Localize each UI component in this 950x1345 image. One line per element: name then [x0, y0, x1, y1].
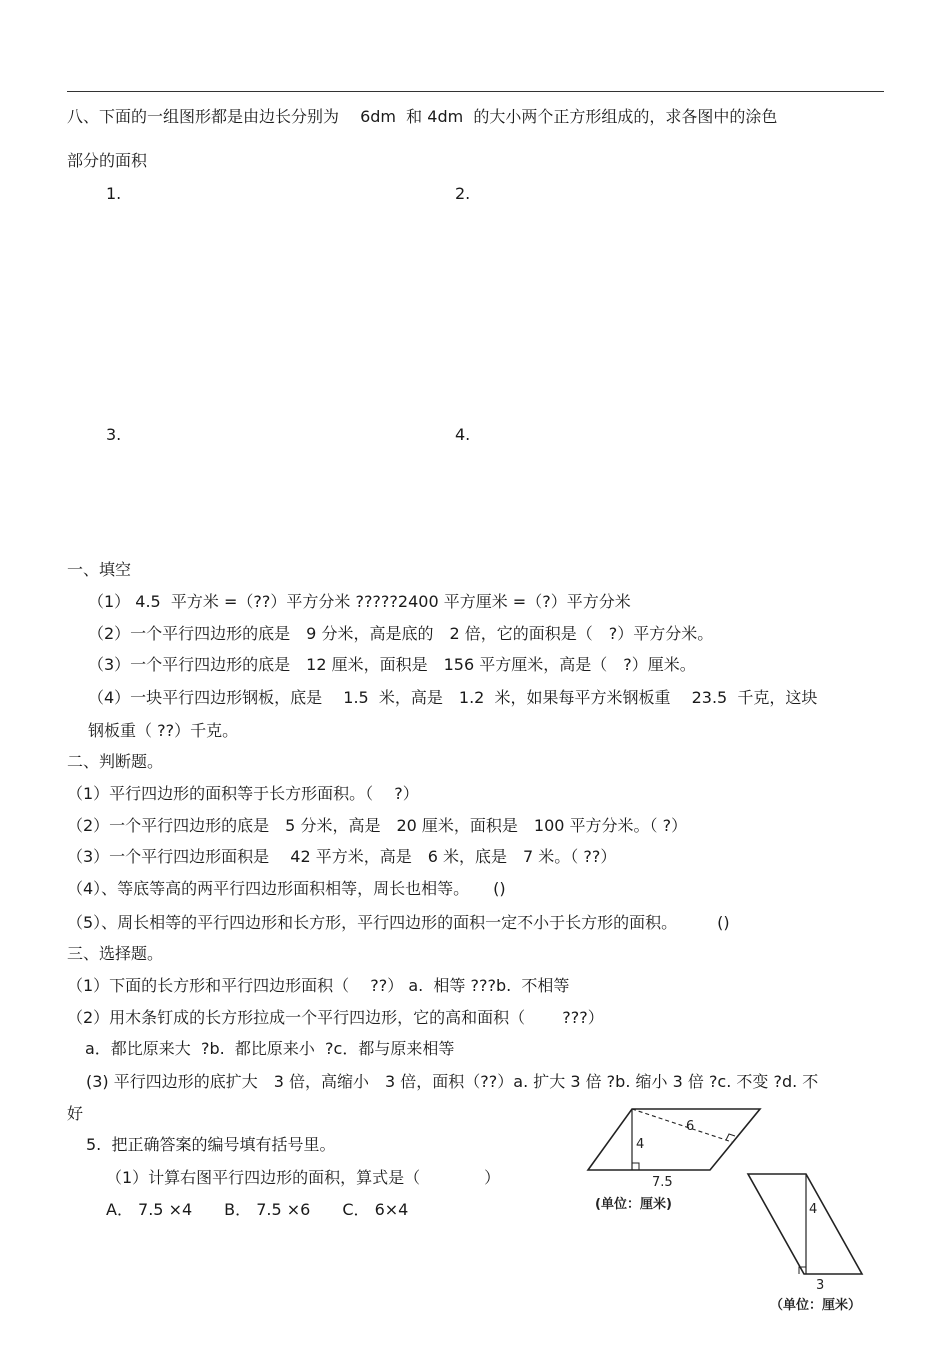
judge-heading: 二、判断题。 — [67, 752, 164, 771]
judge-q1: （1）平行四边形的面积等于长方形面积。（ ?） — [67, 784, 419, 803]
fill-blank-q4-line2: 钢板重（ ??）千克。 — [88, 721, 239, 740]
section8-title-line2: 部分的面积 — [67, 151, 148, 170]
figure-label-3: 3. — [106, 425, 122, 444]
figure1-side-label: 6 — [686, 1119, 695, 1134]
parallelogram-figure-2 — [740, 1165, 900, 1315]
judge-q3: （3）一个平行四边形面积是 42 平方米，高是 6 米，底是 7 米。（ ??） — [67, 847, 617, 866]
judge-q5: （5）、周长相等的平行四边形和长方形，平行四边形的面积一定不小于长方形的面积。 () — [67, 913, 730, 932]
choice-heading: 三、选择题。 — [67, 944, 164, 963]
choice-q2: （2）用木条钉成的长方形拉成一个平行四边形，它的高和面积（ ???） — [67, 1008, 604, 1027]
figure1-base-label: 7.5 — [652, 1175, 673, 1190]
q5-heading: 5. 把正确答案的编号填有括号里。 — [86, 1135, 336, 1154]
fill-blank-q3: （3）一个平行四边形的底是 12 厘米，面积是 156 平方厘米，高是（ ?）厘米。 — [88, 655, 696, 674]
figure2-height-label: 4 — [809, 1202, 818, 1217]
choice-q3-line1: (3) 平行四边形的底扩大 3 倍，高缩小 3 倍，面积（??）a. 扩大 3 倍 ?b. 缩小 3 倍 ?c. 不变 ?d. 不 — [86, 1072, 819, 1091]
judge-q4: （4）、等底等高的两平行四边形面积相等，周长也相等。 () — [67, 879, 506, 898]
section8-title-line1: 八、下面的一组图形都是由边长分别为 6dm 和 4dm 的大小两个正方形组成的，求各图中的涂色 — [67, 107, 778, 126]
fill-blank-heading: 一、填空 — [67, 560, 132, 579]
figure1-height-label: 4 — [636, 1137, 645, 1152]
q5-options: A． 7.5 ×4 B． 7.5 ×6 C． 6×4 — [106, 1200, 409, 1219]
header-rule — [67, 91, 884, 92]
figure2-unit-label: （单位：厘米） — [770, 1298, 862, 1313]
choice-q3-line2: 好 — [67, 1104, 84, 1123]
choice-q1: （1）下面的长方形和平行四边形面积（ ??） a. 相等 ???b. 不相等 — [67, 976, 570, 995]
figure1-unit-label: (单位：厘米) — [595, 1197, 672, 1212]
figure2-base-label: 3 — [816, 1278, 825, 1293]
figure-label-1: 1. — [106, 184, 122, 203]
choice-q2-options: a．都比原来大 ?b. 都比原来小 ?c．都与原来相等 — [85, 1039, 455, 1058]
fill-blank-q4-line1: （4）一块平行四边形钢板，底是 1.5 米，高是 1.2 米，如果每平方米钢板重 23.5 千克，这块 — [88, 688, 818, 707]
figure-label-4: 4. — [455, 425, 471, 444]
q5-sub1: （1）计算右图平行四边形的面积，算式是（ ） — [106, 1168, 501, 1187]
fill-blank-q1: （1） 4.5 平方米 =（??）平方分米 ?????2400 平方厘米 =（?）平方分米 — [88, 592, 631, 611]
judge-q2: （2）一个平行四边形的底是 5 分米，高是 20 厘米，面积是 100 平方分米。（ ?） — [67, 816, 688, 835]
fill-blank-q2: （2）一个平行四边形的底是 9 分米，高是底的 2 倍，它的面积是（ ?）平方分米。 — [88, 624, 714, 643]
figure-label-2: 2. — [455, 184, 471, 203]
